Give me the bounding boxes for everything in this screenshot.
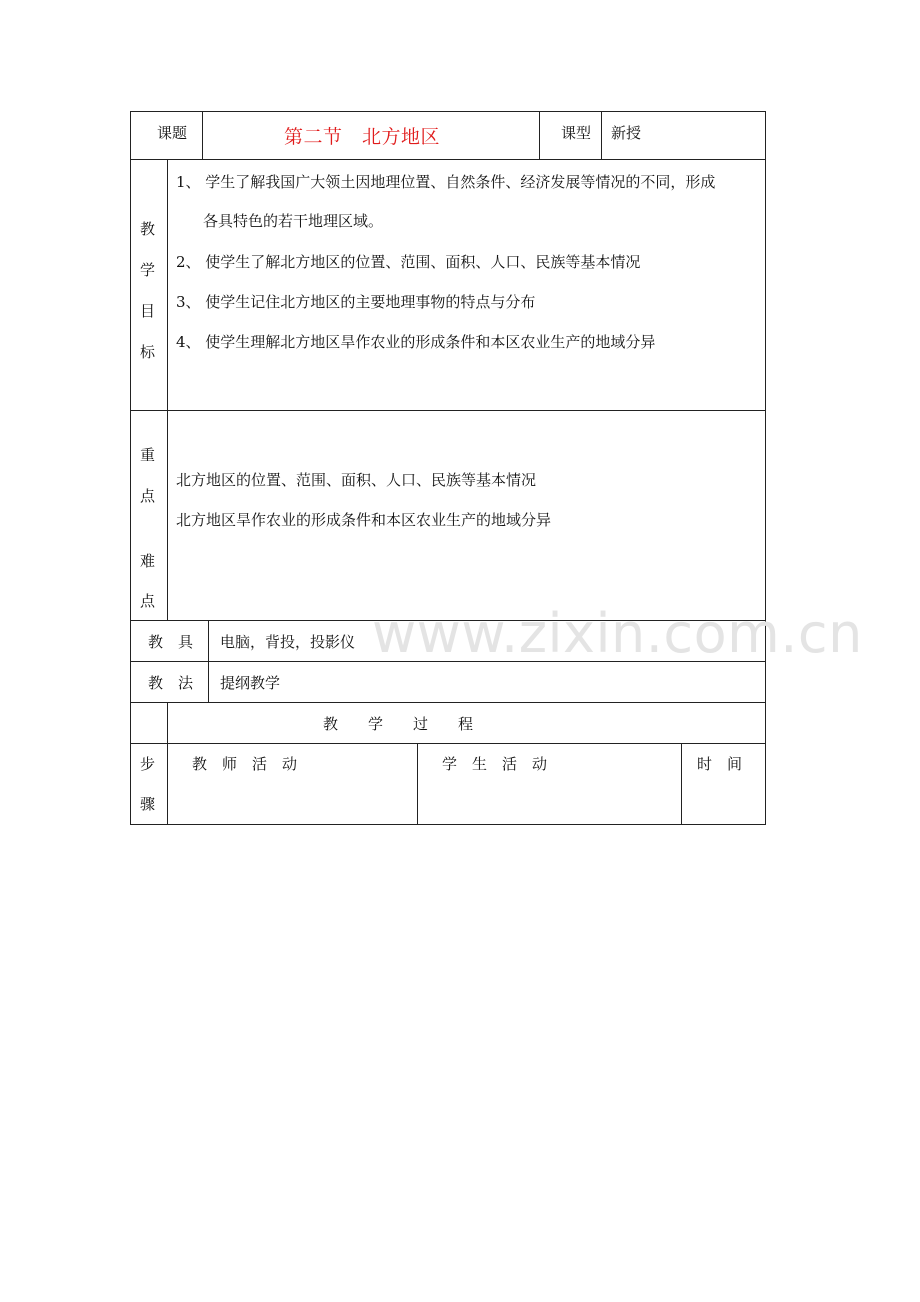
watermark: www.zixin.com.cn bbox=[372, 602, 863, 665]
student-activity-header: 学 生 活 动 bbox=[442, 755, 548, 773]
objective-item: 2、 使学生了解北方地区的位置、范围、面积、人口、民族等基本情况 bbox=[176, 253, 641, 271]
lesson-type-value: 新授 bbox=[611, 124, 642, 142]
topic-label: 课题 bbox=[157, 124, 188, 142]
lesson-type-label: 课型 bbox=[561, 124, 592, 142]
objective-item: 3、 使学生记住北方地区的主要地理事物的特点与分布 bbox=[176, 293, 536, 311]
objective-item: 各具特色的若干地理区域。 bbox=[203, 212, 384, 230]
steps-label-char: 骤 bbox=[140, 795, 156, 813]
process-heading: 教 学 过 程 bbox=[323, 715, 474, 733]
method-label: 教 法 bbox=[148, 674, 194, 692]
key-point-item: 北方地区的位置、范围、面积、人口、民族等基本情况 bbox=[176, 471, 537, 489]
table-border-bottom bbox=[130, 824, 766, 825]
table-col-divider bbox=[167, 702, 168, 825]
table-col-divider bbox=[539, 111, 540, 160]
objectives-label-char: 学 bbox=[140, 261, 156, 279]
objective-item: 1、 学生了解我国广大领土因地理位置、自然条件、经济发展等情况的不同，形成 bbox=[176, 173, 716, 191]
table-row-divider bbox=[130, 743, 766, 744]
time-header: 时 间 bbox=[697, 755, 743, 773]
table-row-divider bbox=[130, 410, 766, 411]
tools-label: 教 具 bbox=[148, 633, 194, 651]
objective-item: 4、 使学生理解北方地区旱作农业的形成条件和本区农业生产的地域分异 bbox=[176, 333, 656, 351]
table-row-divider bbox=[130, 159, 766, 160]
table-col-divider bbox=[208, 620, 209, 703]
table-row-divider bbox=[130, 702, 766, 703]
table-border-left bbox=[130, 111, 131, 825]
lesson-title: 第二节 北方地区 bbox=[284, 126, 441, 148]
table-col-divider bbox=[417, 743, 418, 825]
tools-value: 电脑，背投，投影仪 bbox=[220, 633, 356, 651]
key-points-label-char: 难 bbox=[140, 552, 156, 570]
objectives-label-char: 教 bbox=[140, 220, 156, 238]
steps-label-char: 步 bbox=[140, 755, 156, 773]
table-border-top bbox=[130, 111, 766, 112]
method-value: 提纲教学 bbox=[220, 674, 281, 692]
key-points-label-char: 点 bbox=[140, 592, 156, 610]
teacher-activity-header: 教 师 活 动 bbox=[192, 755, 298, 773]
table-col-divider bbox=[202, 111, 203, 160]
table-col-divider bbox=[681, 743, 682, 825]
key-points-label-char: 重 bbox=[140, 446, 156, 464]
table-border-right bbox=[765, 111, 766, 825]
table-col-divider bbox=[601, 111, 602, 160]
key-point-item: 北方地区旱作农业的形成条件和本区农业生产的地域分异 bbox=[176, 511, 552, 529]
key-points-label-char: 点 bbox=[140, 487, 156, 505]
objectives-label-char: 目 bbox=[140, 302, 156, 320]
table-col-divider bbox=[167, 159, 168, 621]
objectives-label-char: 标 bbox=[140, 343, 156, 361]
